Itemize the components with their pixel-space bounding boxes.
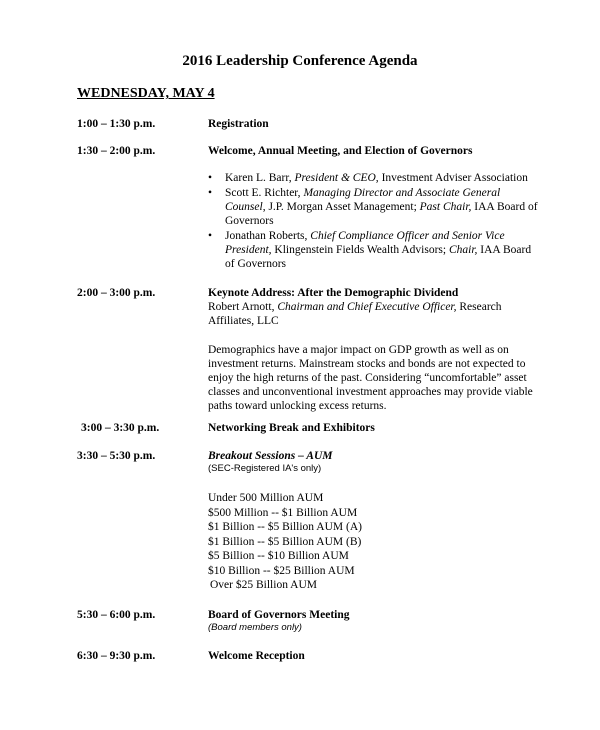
list-item: • Jonathan Roberts, Chief Compliance Officer and Senior Vice President, Klingenstein Fields Wealth Advisors; Chair, IAA Board of Governors xyxy=(208,230,532,270)
session-title: Board of Governors Meeting xyxy=(208,609,350,621)
list-item: Under 500 Million AUM xyxy=(208,492,324,504)
session-title: Networking Break and Exhibitors xyxy=(208,422,375,434)
bullet-icon: • xyxy=(208,172,213,184)
time-label: 5:30 – 6:00 p.m. xyxy=(77,609,156,621)
aum-tier-list xyxy=(208,491,538,593)
bullet-icon: • xyxy=(208,230,213,242)
list-item: $500 Million -- $1 Billion AUM xyxy=(208,506,358,519)
page-title: 2016 Leadership Conference Agenda xyxy=(182,53,418,69)
session-note: (Board members only) xyxy=(208,622,302,633)
session-title: Keynote Address: After the Demographic Dividend xyxy=(208,287,459,299)
list-item: Over $25 Billion AUM xyxy=(210,579,318,591)
list-item: $1 Billion -- $5 Billion AUM (A) xyxy=(208,521,362,533)
session-description: Demographics have a major impact on GDP growth as well as on investment returns. Mainstream stocks and bonds are not expected to enjoy the high returns of the past. Considering “uncomfortable” asset classes and unconventional investment approaches may provide viable paths toward unlocking excess returns. xyxy=(208,344,533,412)
list-item: $10 Billion -- $25 Billion AUM xyxy=(208,564,355,577)
session-content xyxy=(208,449,538,593)
speaker-line: Robert Arnott, Chairman and Chief Executive Officer, Research Affiliates, LLC xyxy=(208,301,502,327)
session-note: (SEC-Registered IA's only) xyxy=(208,463,322,474)
session-title: Welcome, Annual Meeting, and Election of Governors xyxy=(208,145,473,157)
list-item: • Karen L. Barr, President & CEO, Investment Adviser Association xyxy=(208,172,528,184)
time-label: 3:00 – 3:30 p.m. xyxy=(81,422,160,434)
list-item: $1 Billion -- $5 Billion AUM (B) xyxy=(208,535,362,548)
time-label: 3:30 – 5:30 p.m. xyxy=(77,450,156,462)
session-content xyxy=(208,608,538,634)
session-title: Breakout Sessions – AUM xyxy=(208,450,333,462)
list-item: • Scott E. Richter, Managing Director and Associate General Counsel, J.P. Morgan Asset Management; Past Chair, IAA Board of Governors xyxy=(208,187,538,227)
bullet-icon: • xyxy=(208,187,213,199)
speaker-list xyxy=(208,171,538,271)
time-label: 6:30 – 9:30 p.m. xyxy=(77,650,156,662)
session-title: Welcome Reception xyxy=(208,650,305,662)
time-label: 2:00 – 3:00 p.m. xyxy=(77,287,156,299)
session-content xyxy=(208,286,538,413)
time-label: 1:00 – 1:30 p.m. xyxy=(77,118,156,130)
session-content xyxy=(208,144,538,271)
session-title: Registration xyxy=(208,118,269,130)
day-heading: WEDNESDAY, MAY 4 xyxy=(77,86,215,101)
list-item: $5 Billion -- $10 Billion AUM xyxy=(208,550,349,562)
time-label: 1:30 – 2:00 p.m. xyxy=(77,145,156,157)
